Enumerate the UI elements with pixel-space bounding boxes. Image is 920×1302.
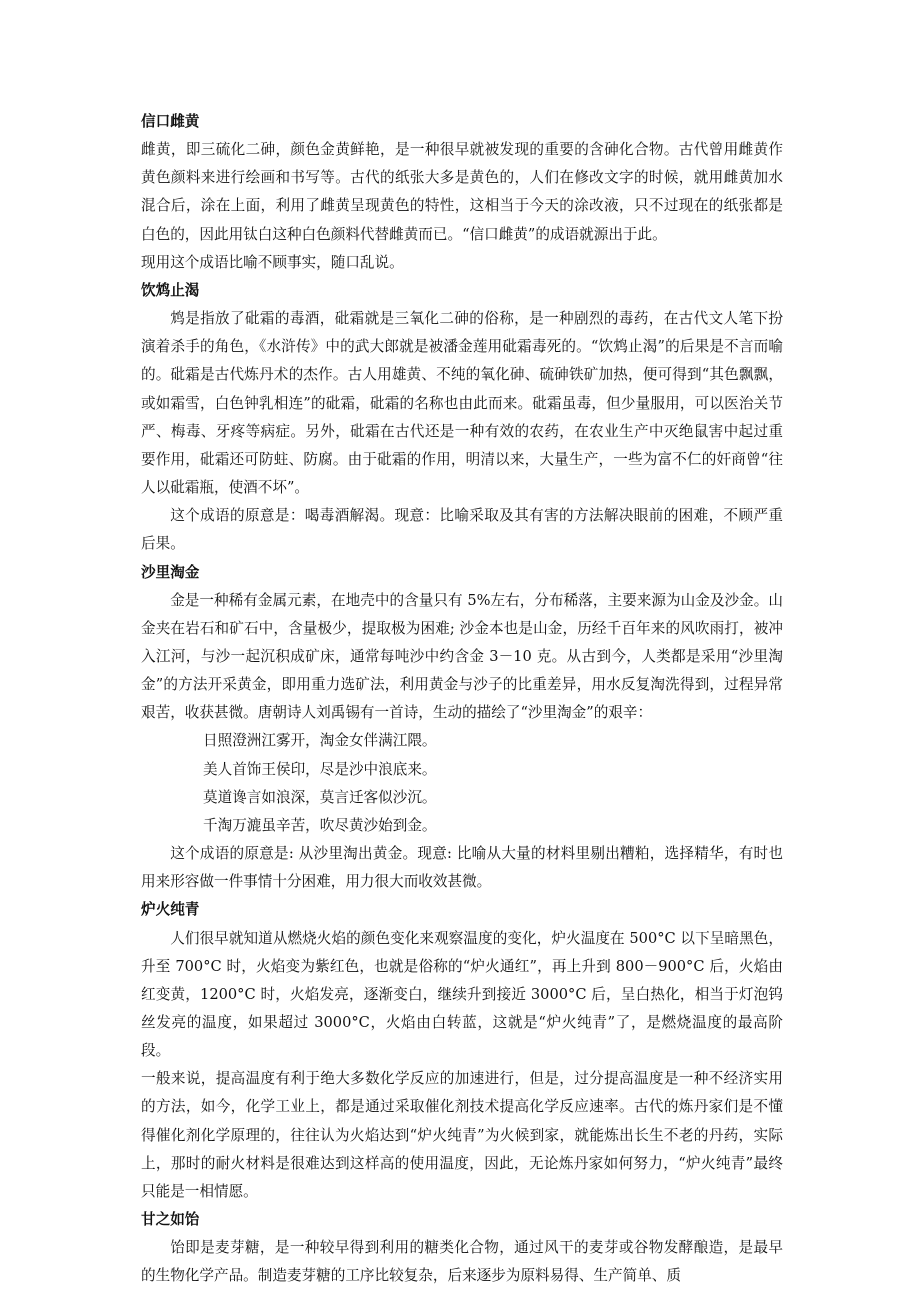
poem-line: 莫道谗言如浪深，莫言迁客似沙沉。 — [203, 788, 437, 806]
poem-line: 美人首饰王侯印，尽是沙中浪底来。 — [203, 760, 437, 778]
paragraph: 雌黄，即三硫化二砷，颜色金黄鲜艳，是一种很早就被发现的重要的含砷化合物。古代曾用雌黄作黄色颜料来进行绘画和书写等。古代的纸张大多是黄色的，人们在修改文字的时候，就用雌黄加水混合后，涂在上面，利用了雌黄呈现黄色的特性，这相当于今天的涂改液，只不过现在的纸张都是白色的，因此用钛白这种白色颜料代替雌黄而已。“信口雌黄”的成语就源出于此。 — [141, 141, 783, 243]
paragraph: 人们很早就知道从燃烧火焰的颜色变化来观察温度的变化，炉火温度在 500°C 以下呈暗黑色，升至 700°C 时，火焰变为紫红色，也就是俗称的“炉火通红”，再上升到 800－900°C 后，火焰由红变黄，1200°C 时，火焰发亮，逐渐变白，继续升到接近 3000°C 后，呈白热化，相当于灯泡钨丝发亮的温度，如果超过 3000°C，火焰由白转蓝，这就是“炉火纯青”了，是燃烧温度的最高阶段。 — [141, 929, 783, 1060]
section-title-shalitaojin: 沙里淘金 — [141, 563, 200, 581]
paragraph: 饴即是麦芽糖，是一种较早得到利用的糖类化合物，通过风干的麦芽或谷物发酵酿造，是最早的生物化学产品。制造麦芽糖的工序比较复杂，后来逐步为原料易得、生产简单、质 — [141, 1239, 783, 1285]
poem-line: 日照澄洲江雾开，淘金女伴满江隈。 — [203, 732, 437, 750]
poem — [141, 727, 783, 840]
paragraph: 现用这个成语比喻不顾事实，随口乱说。 — [141, 253, 404, 271]
paragraph: 这个成语的原意是: 从沙里淘出黄金。现意: 比喻从大量的材料里剔出糟粕，选择精华，有时也用来形容做一件事情十分困难，用力很大而收效甚微。 — [141, 845, 783, 891]
section-title-xinkouchihuang: 信口雌黄 — [141, 113, 200, 130]
paragraph: 这个成语的原意是：喝毒酒解渴。现意：比喻采取及其有害的方法解决眼前的困难，不顾严重后果。 — [141, 507, 783, 553]
section-title-luhuochunqing: 炉火纯青 — [141, 901, 200, 919]
document-page — [141, 108, 783, 1291]
poem-line: 千淘万漉虽辛苦，吹尽黄沙始到金。 — [203, 816, 437, 834]
paragraph: 鸩是指放了砒霜的毒酒，砒霜就是三氧化二砷的俗称，是一种剧烈的毒药，在古代文人笔下扮演着杀手的角色，《水浒传》中的武大郎就是被潘金莲用砒霜毒死的。“饮鸩止渴”的后果是不言而喻的。砒霜是古代炼丹术的杰作。古人用雄黄、不纯的氧化砷、硫砷铁矿加热，便可得到“其色飘飘，或如霜雪，白色钟乳相连”的砒霜，砒霜的名称也由此而来。砒霜虽毒，但少量服用，可以医治关节严、梅毒、牙疼等病症。另外，砒霜在古代还是一种有效的农药，在农业生产中灭绝鼠害中起过重要作用，砒霜还可防蛀、防腐。由于砒霜的作用，明清以来，大量生产，一些为富不仁的奸商曾“往人以砒霜瓶，使酒不坏”。 — [141, 310, 783, 497]
paragraph: 一般来说，提高温度有利于绝大多数化学反应的加速进行，但是，过分提高温度是一种不经济实用的方法，如今，化学工业上，都是通过采取催化剂技术提高化学反应速率。古代的炼丹家们是不懂得催化剂化学原理的，往往认为火焰达到“炉火纯青”为火候到家，就能炼出长生不老的丹药，实际上，那时的耐火材料是很难达到这样高的使用温度，因此，无论炼丹家如何努力，“炉火纯青”最终只能是一相情愿。 — [141, 1070, 783, 1200]
section-title-ganzhiruyi: 甘之如饴 — [141, 1211, 200, 1229]
section-title-yinzhenzhike: 饮鸩止渴 — [141, 281, 200, 299]
paragraph: 金是一种稀有金属元素，在地壳中的含量只有 5%左右，分布稀落，主要来源为山金及沙金。山金夹在岩石和矿石中，含量极少，提取极为困难; 沙金本也是山金，历经千百年来的风吹雨打，被冲入江河，与沙一起沉积成矿床，通常每吨沙中约含金 3－10 克。从古到今，人类都是采用“沙里淘金”的方法开采黄金，即用重力选矿法，利用黄金与沙子的比重差异，用水反复淘洗得到，过程异常艰苦，收获甚微。唐朝诗人刘禹锡有一首诗，生动的描绘了“沙里淘金”的艰辛： — [141, 591, 783, 722]
